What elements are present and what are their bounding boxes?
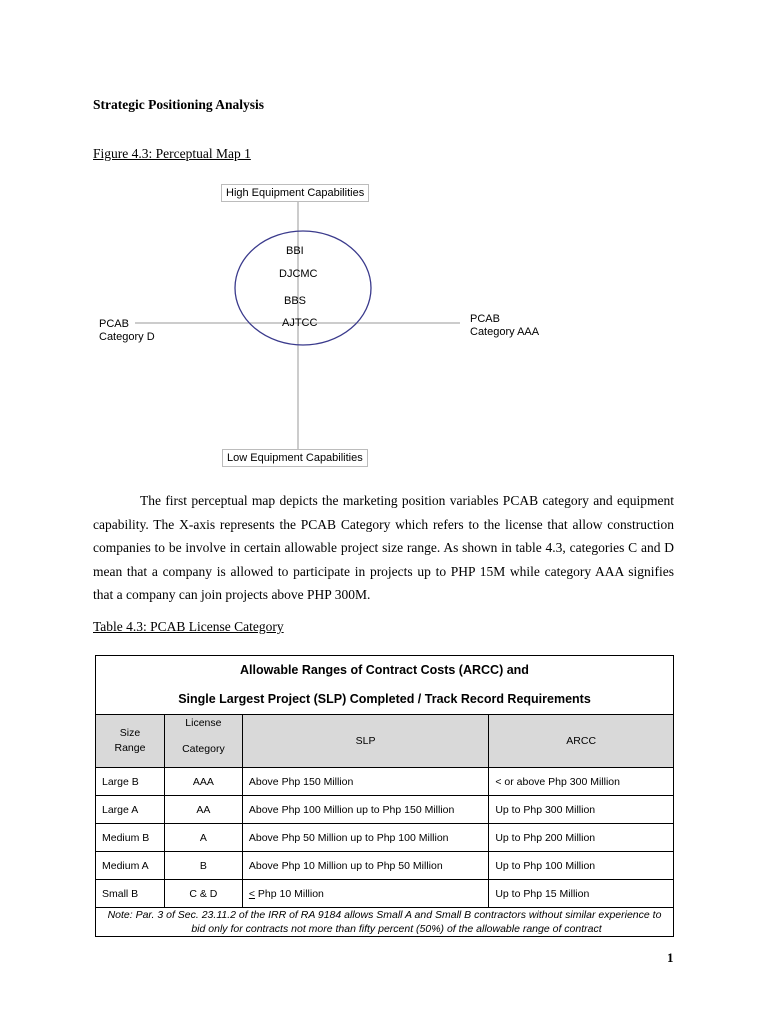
cell-slp: Above Php 100 Million up to Php 150 Million [242,796,488,824]
table-title-line1: Allowable Ranges of Contract Costs (ARCC) and [240,663,529,677]
cell-slp: Above Php 10 Million up to Php 50 Million [242,852,488,880]
less-than-equal-symbol: < [248,887,256,900]
cell-size: Medium A [96,852,165,880]
table-title-row [96,656,674,715]
perceptual-map [0,0,768,480]
table-row [96,768,674,796]
paragraph-text: The first perceptual map depicts the marketing position variables PCAB category and equipment capability. The X-axis represents the PCAB Category which refers to the license that allow construction companies to be involve in certain allowable project size range. As shown in table 4.3, categories C and D mean that a company is allowed to participate in projects up to PHP 15M while category AAA signifies that a company can join projects above PHP 300M. [93,493,674,602]
cell-category: C & D [164,880,242,908]
header-arcc: ARCC [489,715,674,768]
table-title [96,656,674,715]
cell-size: Medium B [96,824,165,852]
cell-arcc: Up to Php 15 Million [489,880,674,908]
cell-arcc: Up to Php 300 Million [489,796,674,824]
cell-size: Large B [96,768,165,796]
cell-arcc: Up to Php 200 Million [489,824,674,852]
header-size-range: Size Range [96,715,165,768]
cell-category: AA [164,796,242,824]
cell-slp: Above Php 50 Million up to Php 100 Million [242,824,488,852]
table-caption: Table 4.3: PCAB License Category [93,619,284,634]
y-axis-top-label: High Equipment Capabilities [221,184,369,202]
cell-category: B [164,852,242,880]
table-row [96,796,674,824]
cell-arcc: < or above Php 300 Million [489,768,674,796]
cell-slp [242,880,488,908]
body-paragraph [93,489,674,607]
cell-slp-text: Php 10 Million [255,887,324,900]
x-axis-right-label: PCAB Category AAA [470,313,540,338]
company-label-djcmc: DJCMC [279,268,318,280]
page-number: 1 [667,950,674,965]
table-title-line2: Single Largest Project (SLP) Completed / Track Record Requirements [178,692,591,706]
cell-slp: Above Php 150 Million [242,768,488,796]
map-axes [0,0,768,480]
table-header-row [96,715,674,768]
company-label-bbs: BBS [284,295,307,307]
section-heading: Strategic Positioning Analysis [93,97,265,112]
header-license-category: License Category [164,715,242,768]
company-label-bbi: BBI [286,245,304,257]
cell-size: Large A [96,796,165,824]
pcab-license-table [95,655,674,937]
table-note-row [96,908,674,937]
table-row [96,880,674,908]
x-axis-left-label: PCAB Category D [99,318,155,343]
figure-caption: Figure 4.3: Perceptual Map 1 [93,146,251,161]
cell-size: Small B [96,880,165,908]
header-slp: SLP [242,715,488,768]
table-row [96,852,674,880]
cell-category: AAA [164,768,242,796]
company-label-ajtcc: AJTCC [282,317,318,329]
y-axis-bottom-label: Low Equipment Capabilities [222,449,368,467]
cell-category: A [164,824,242,852]
table-note: Note: Par. 3 of Sec. 23.11.2 of the IRR of RA 9184 allows Small A and Small B contractors without similar experience to bid only for contracts not more than fifty percent (50%) of the allowable range of contract [96,908,674,937]
table-row [96,824,674,852]
cell-arcc: Up to Php 100 Million [489,852,674,880]
